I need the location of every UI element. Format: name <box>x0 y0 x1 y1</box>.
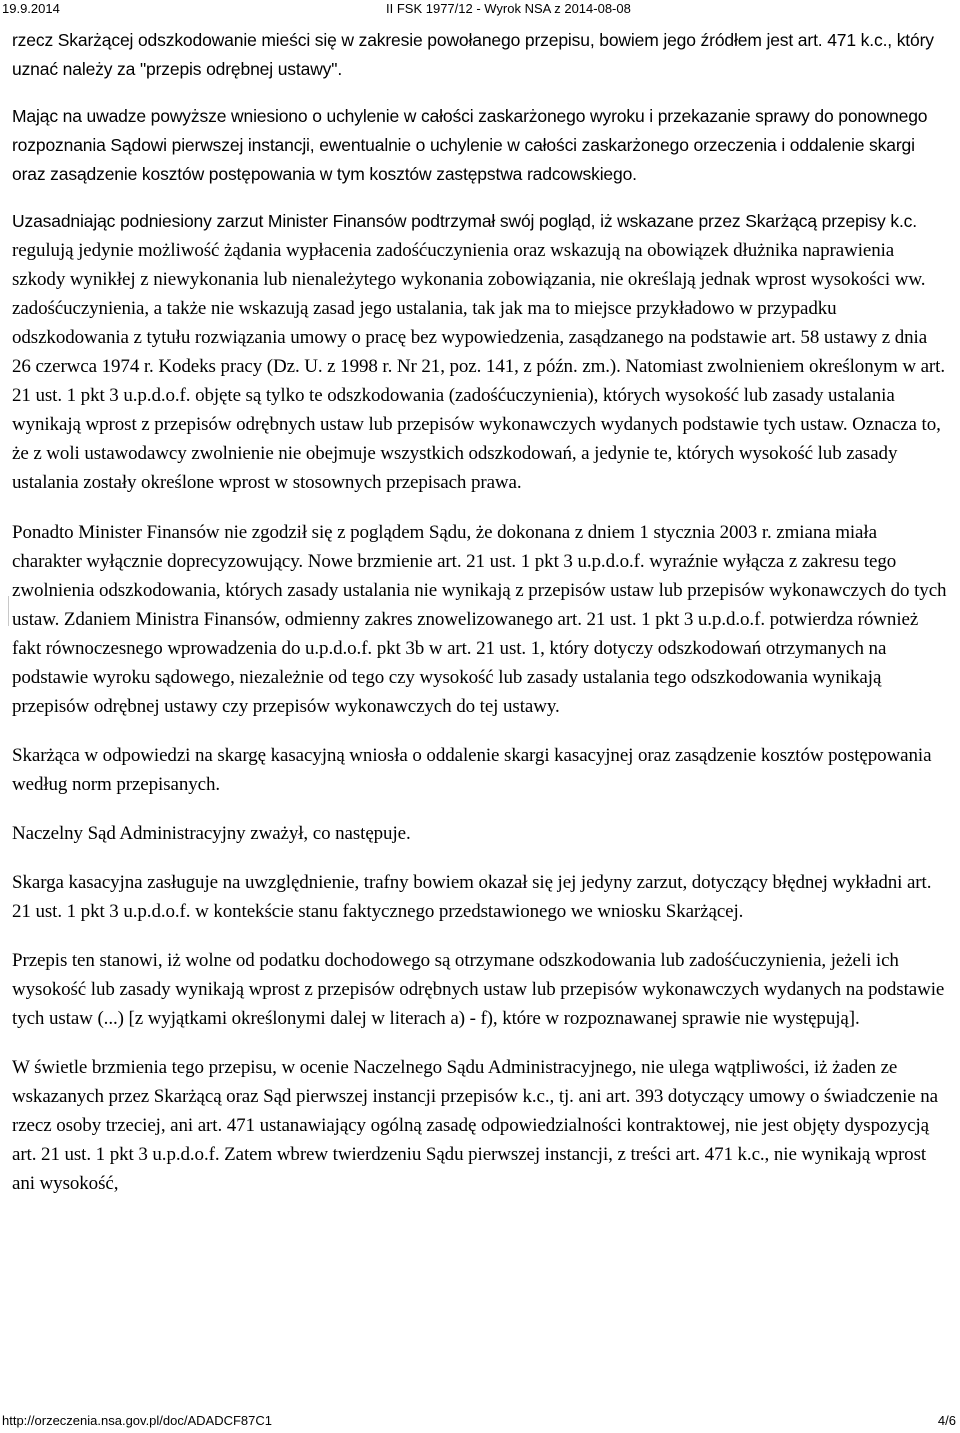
paragraph <box>12 207 948 497</box>
paragraph: Skarżąca w odpowiedzi na skargę kasacyjną wniosła o oddalenie skargi kasacyjnej oraz zasądzenie kosztów postępowania według norm przepisanych. <box>12 745 932 795</box>
paragraph-serif-part: regulują jedynie możliwość żądania wypłacenia zadośćuczynienia oraz wskazują na obowiązek dłużnika naprawienia szkody wynikłej z niewykonania lub nienależytego wykonania zobowiązania, nie określają jednak wprost wysokości ww. zadośćuczynienia, a także nie wskazują zasad jego ustalania, tak jak ma to miejsce przykładowo w przypadku odszkodowania z tytułu rozwiązania umowy o pracę bez wypowiedzenia, zasądzanego na podstawie art. 58 ustawy z dnia 26 czerwca 1974 r. Kodeks pracy (Dz. U. z 1998 r. Nr 21, poz. 141, z późn. zm.). Natomiast zwolnieniem określonym w art. 21 ust. 1 pkt 3 u.p.d.o.f. objęte są tylko te odszkodowania (zadośćuczynienia), których wysokość lub zasady ustalania wynikają wprost z przepisów odrębnych ustaw lub przepisów wykonawczych wydanych podstawie tych ustaw. Oznacza to, że z woli ustawodawcy zwolnienie nie obejmuje wszystkich odszkodowań, a jedynie te, których wysokość lub zasady ustalania zostały określone wprost w stosownych przepisach prawa. <box>12 240 945 493</box>
document-title: II FSK 1977/12 - Wyrok NSA z 2014-08-08 <box>386 1 631 16</box>
paragraph: Naczelny Sąd Administracyjny zważył, co następuje. <box>12 823 411 844</box>
page-number: 4/6 <box>937 1413 956 1428</box>
print-header <box>0 0 960 18</box>
paragraph: Skarga kasacyjna zasługuje na uwzględnienie, trafny bowiem okazał się jej jedyny zarzut, dotyczący błędnej wykładni art. 21 ust. 1 pkt 3 u.p.d.o.f. w kontekście stanu faktycznego przedstawionego we wniosku Skarżącej. <box>12 872 932 922</box>
paragraph: Mając na uwadze powyższe wniesiono o uchylenie w całości zaskarżonego wyroku i przekazanie sprawy do ponownego rozpoznania Sądowi pierwszej instancji, ewentualnie o uchylenie w całości zaskarżonego orzeczenia i oddalenie skargi oraz zasądzenie kosztów postępowania w tym kosztów zastępstwa radcowskiego. <box>12 106 928 184</box>
print-footer <box>0 1412 960 1430</box>
paragraph: Przepis ten stanowi, iż wolne od podatku dochodowego są otrzymane odszkodowania lub zadośćuczynienia, jeżeli ich wysokość lub zasady wynikają wprost z przepisów odrębnych ustaw lub przepisów wykonawczych wydanych na podstawie tych ustaw (...) [z wyjątkami określonymi dalej w literach a) - f), które w rozpoznawanej sprawie nie występują]. <box>12 950 945 1029</box>
paragraph: W świetle brzmienia tego przepisu, w ocenie Naczelnego Sądu Administracyjnego, nie ulega wątpliwości, iż żaden ze wskazanych przez Skarżącą oraz Sąd pierwszej instancji przepisów k.c., tj. ani art. 393 dotyczący umowy o świadczenie na rzecz osoby trzeciej, ani art. 471 ustanawiający ogólną zasadę odpowiedzialności kontraktowej, nie jest objęty dyspozycją art. 21 ust. 1 pkt 3 u.p.d.o.f. Zatem wbrew twierdzeniu Sądu pierwszej instancji, z treści art. 471 k.c., nie wynikają wprost ani wysokość, <box>12 1057 939 1194</box>
paragraph-sans-part: Uzasadniając podniesiony zarzut Minister Finansów podtrzymał swój pogląd, iż wskazane przez Skarżącą przepisy k.c. <box>12 211 917 231</box>
document-body <box>12 26 948 1198</box>
margin-rule <box>8 596 9 626</box>
paragraph: rzecz Skarżącej odszkodowanie mieści się w zakresie powołanego przepisu, bowiem jego źródłem jest art. 471 k.c., który uznać należy za "przepis odrębnej ustawy". <box>12 30 934 79</box>
source-url[interactable]: http://orzeczenia.nsa.gov.pl/doc/ADADCF87C1 <box>2 1413 273 1428</box>
paragraph: Ponadto Minister Finansów nie zgodził się z poglądem Sądu, że dokonana z dniem 1 stycznia 2003 r. zmiana miała charakter wyłącznie doprecyzowujący. Nowe brzmienie art. 21 ust. 1 pkt 3 u.p.d.o.f. wyraźnie wyłącza z zakresu tego zwolnienia odszkodowania, których zasady ustalania nie wynikają z przepisów ustaw lub przepisów wykonawczych do tych ustaw. Zdaniem Ministra Finansów, odmienny zakres znowelizowanego art. 21 ust. 1 pkt 3 u.p.d.o.f. potwierdza również fakt równoczesnego wprowadzenia do u.p.d.o.f. pkt 3b w art. 21 ust. 1, który dotyczy odszkodowań otrzymanych na podstawie wyroku sądowego, niezależnie od tego czy wysokość lub zasady ustalania tego odszkodowania wynikają przepisów odrębnej ustawy czy przepisów wykonawczych do tej ustawy. <box>12 522 947 717</box>
print-date: 19.9.2014 <box>2 1 60 16</box>
